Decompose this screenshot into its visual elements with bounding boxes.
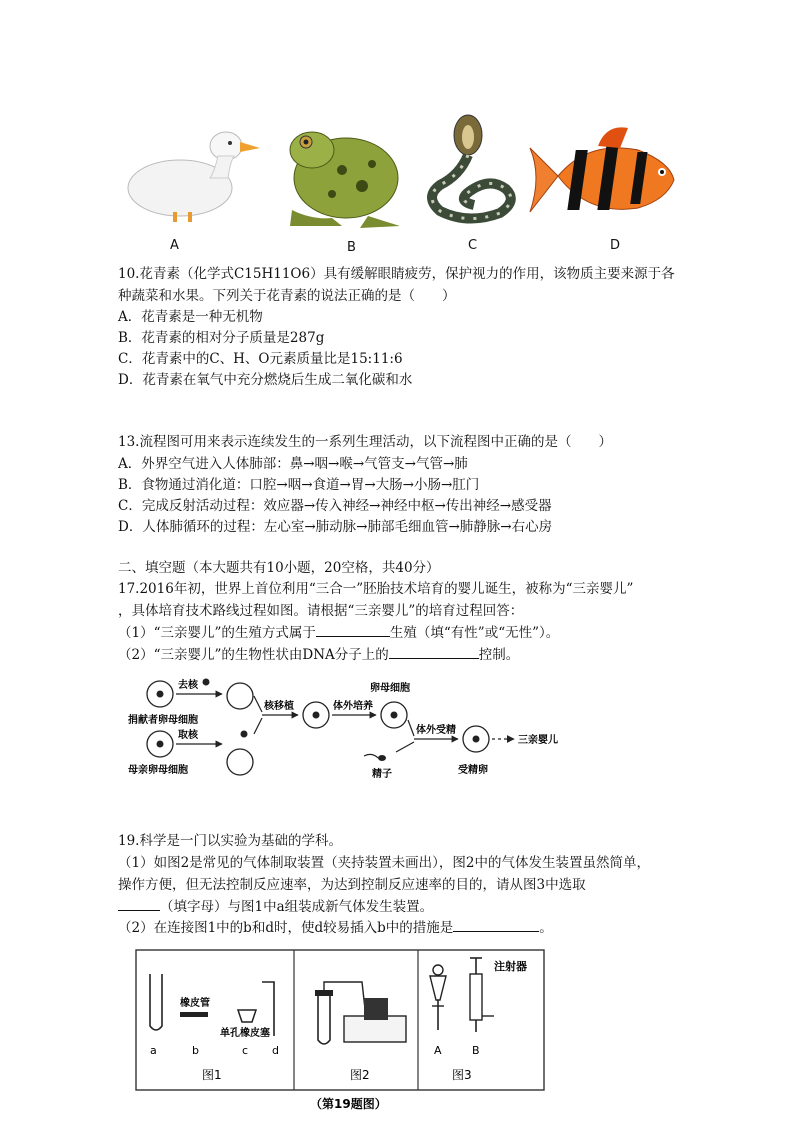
label-remove-nucleus: 去核: [178, 680, 198, 691]
label-sperm: 精子: [372, 769, 392, 780]
q19-line4-suffix: （填字母）与图1中a组装成新气体发生装置。: [160, 899, 434, 915]
stopper-c: [238, 1010, 256, 1022]
frog-image: [272, 120, 412, 232]
q13-option-a: A．外界空气进入人体肺部：鼻→咽→喉→气管支→气管→肺: [118, 456, 468, 472]
q13-option-c: C．完成反射活动过程：效应器→传入神经→神经中枢→传出神经→感受器: [118, 498, 552, 514]
fig1-letter-c: c: [242, 1044, 249, 1057]
q13-stem: 13.流程图可用来表示连续发生的一系列生理活动，以下流程图中正确的是（ ）: [118, 434, 612, 450]
q19-figure-caption: （第19题图）: [310, 1097, 387, 1111]
q10-stem-line1: 10.花青素（化学式C15H11O6）具有缓解眼睛疲劳，保护视力的作用，该物质主要来源于各: [118, 266, 675, 282]
q17-line1: 17.2016年初，世界上首位利用“三合一”胚胎技术培育的婴儿诞生，被称为“三亲婴儿”: [118, 581, 634, 597]
q10-option-b: B．花青素的相对分子质量是287g: [118, 330, 325, 346]
gas-collecting-bottle: [364, 998, 388, 1020]
q10-option-d: D．花青素在氧气中充分燃烧后生成二氧化碳和水: [118, 372, 413, 388]
syringe-b: [470, 974, 482, 1020]
q10-option-c: C．花青素中的C、H、O元素质量比是15:11:6: [118, 351, 403, 367]
fig2-caption: 图2: [350, 1068, 370, 1082]
sperm-icon: [378, 755, 386, 761]
label-take-nucleus: 取核: [178, 730, 198, 741]
animal-label-a: A: [170, 238, 179, 253]
fig3-caption: 图3: [452, 1068, 472, 1082]
q17-sub1-suffix: 生殖（填“有性”或“无性”）。: [389, 625, 560, 641]
label-syringe: 注射器: [494, 960, 527, 973]
q19-figure: [132, 944, 552, 1116]
label-in-vitro-fertilization: 体外受精: [416, 725, 456, 736]
q19-blank-1[interactable]: [118, 896, 160, 911]
q17-sub1-prefix: （1）“三亲婴儿”的生殖方式属于: [118, 625, 316, 641]
label-zygote: 受精卵: [458, 765, 488, 776]
fig1-letter-b: b: [192, 1044, 199, 1057]
label-oocyte: 卵母细胞: [370, 683, 410, 694]
q17-blank-2[interactable]: [389, 644, 479, 659]
q13-option-b: B．食物通过消化道：口腔→咽→食道→胃→大肠→小肠→肛门: [118, 477, 480, 493]
section-2-title: 二、填空题（本大题共有10小题，20空格，共40分）: [118, 560, 440, 576]
snake-image: [420, 105, 520, 230]
q19-line1: 19.科学是一门以实验为基础的学科。: [118, 833, 342, 849]
duck-image: [118, 118, 268, 228]
label-donor-egg: 捐献者卵母细胞: [128, 715, 198, 726]
fig1-letter-a: a: [150, 1044, 157, 1057]
label-in-vitro-culture: 体外培养: [333, 701, 373, 712]
three-parent-baby-diagram: [118, 672, 578, 790]
label-rubber-tube: 橡皮管: [180, 998, 210, 1009]
q17-sub2-prefix: （2）“三亲婴儿”的生物性状由DNA分子上的: [118, 647, 389, 663]
fig1-letter-d: d: [272, 1044, 279, 1057]
q19-line5-suffix: 。: [539, 920, 553, 936]
fig3-letter-a: A: [434, 1044, 442, 1057]
animal-label-c: C: [468, 238, 478, 253]
q19-blank-2[interactable]: [453, 917, 539, 932]
q19-line4: [118, 896, 433, 918]
rubber-tube-b: [180, 1012, 208, 1017]
q19-line2: （1）如图2是常见的气体制取装置（夹持装置未画出），图2中的气体发生装置虽然简单，: [118, 855, 651, 871]
animal-label-b: B: [347, 240, 356, 255]
q17-sub2-suffix: 控制。: [478, 647, 520, 663]
q10-stem-line2: 种蔬菜和水果。下列关于花青素的说法正确的是（ ）: [118, 288, 456, 304]
q17-sub2: [118, 644, 519, 666]
label-three-parent-baby: 三亲婴儿: [518, 735, 558, 746]
q10-option-a: A．花青素是一种无机物: [118, 309, 263, 325]
q17-blank-1[interactable]: [316, 622, 390, 637]
q19-line3: 操作方便，但无法控制反应速率，为达到控制反应速率的目的，请从图3中选取: [118, 877, 586, 893]
fig3-letter-b: B: [472, 1044, 480, 1057]
q19-line5: [118, 917, 553, 939]
label-mother-egg: 母亲卵母细胞: [128, 765, 188, 776]
animal-label-d: D: [610, 238, 621, 253]
fish-image: [528, 120, 678, 232]
q13-option-d: D．人体肺循环的过程：左心室→肺动脉→肺部毛细血管→肺静脉→右心房: [118, 519, 553, 535]
q17-line2: ，具体培育技术路线过程如图。请根据“三亲婴儿”的培育过程回答：: [118, 603, 524, 619]
label-nuclear-transfer: 核移植: [264, 701, 294, 712]
q19-line5-prefix: （2）在连接图1中的b和d时，使d较易插入b中的措施是: [118, 920, 454, 936]
fig1-caption: 图1: [202, 1068, 222, 1082]
label-single-hole-stopper: 单孔橡皮塞: [220, 1028, 270, 1039]
q17-sub1: [118, 622, 559, 644]
